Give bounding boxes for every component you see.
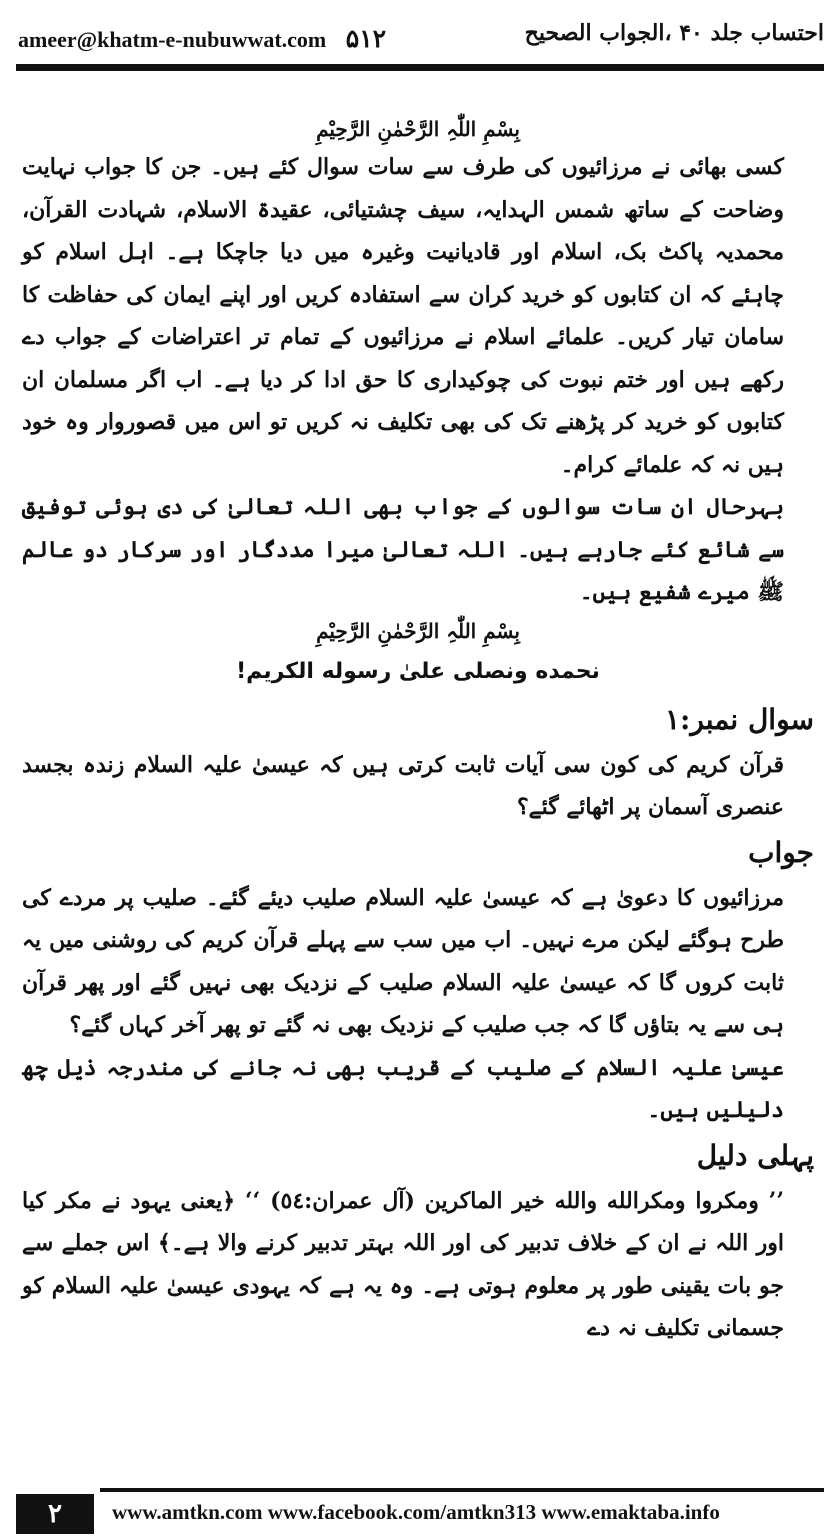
page-header [18, 14, 824, 58]
bismillah-second: بِسْمِ اللّٰہِ الرَّحْمٰنِ الرَّحِیْمِ [316, 618, 520, 643]
answer-paragraph-2: عیسیٰ علیہ السلام کے صلیب کے قریب بھی نہ جانے کی مندرجہ ذیل چھ دلیلیں ہیں۔ [22, 1054, 784, 1123]
question-heading: سوال نمبر:۱ [664, 702, 814, 736]
header-email: ameer@khatm-e-nubuwwat.com [18, 27, 327, 52]
footer-links: www.amtkn.com www.facebook.com/amtkn313 www.emaktaba.info [112, 1500, 720, 1524]
intro-paragraph-1: کسی بھائی نے مرزائیوں کی طرف سے سات سوال کئے ہیں۔ جن کا جواب نہایت وضاحت کے ساتھ شمس الہدایہ، سیف چشتیائی، عقیدۃ الاسلام، شہادت القرآن، محمدیہ پاکٹ بک، اسلام اور قادیانیت وغیرہ میں دیا جاچکا ہے۔ اہل اسلام کو چاہئے کہ ان کتابوں کو خرید کران سے استفادہ کریں اور اپنے ایمان کی حفاظت کا سامان تیار کریں۔ علمائے اسلام نے مرزائیوں کے تمام تر اعتراضات کے جواب دے رکھے ہیں اور ختم نبوت کی چوکیداری کا حق ادا کر دیا ہے۔ اب اگر مسلمان ان کتابوں کو خرید کر پڑھنے تک کی بھی تکلیف نہ کریں تو اس میں قصوروار وہ خود ہیں نہ کہ علمائے کرام۔ [22, 154, 784, 478]
intro-paragraph-2: بہرحال ان سات سوالوں کے جواب بھی اللہ تعالیٰ کی دی ہوئی توفیق سے شائع کئے جارہے ہیں۔ اللہ تعالیٰ میرا مددگار اور سرکار دو عالم ﷺ میرے شفیع ہیں۔ [22, 494, 784, 605]
header-page-number: ۵۱۲ [345, 26, 387, 53]
first-proof-heading: پہلی دلیل [696, 1138, 814, 1172]
page-body [22, 112, 814, 1350]
footer-rule [100, 1488, 824, 1492]
arabic-doxology: نحمده ونصلی علیٰ رسوله الکریم! [236, 658, 600, 684]
footer-page-box: ۲ [16, 1494, 94, 1534]
bismillah-top: بِسْمِ اللّٰہِ الرَّحْمٰنِ الرَّحِیْمِ [316, 117, 520, 141]
answer-paragraph-1: مرزائیوں کا دعویٰ ہے کہ عیسیٰ علیہ السلام صلیب دیئے گئے۔ صلیب پر مردے کی طرح ہوگئے لیکن مرے نہیں۔ اب میں سب سے پہلے قرآن کریم کی روشنی میں یہ ثابت کروں گا کہ عیسیٰ علیہ السلام صلیب کے نزدیک بھی نہیں گئے اور پھر قرآن ہی سے یہ بتاؤں گا کہ جب صلیب کے نزدیک بھی نہ گئے تو پھر آخر کہاں گئے؟ [22, 884, 784, 1038]
header-left [18, 24, 386, 54]
header-rule [16, 64, 824, 71]
first-proof-text: ’’ ومکروا ومکرالله والله خیر الماکرین (آل عمران:٥٤) ‘‘ ﴿یعنی یہود نے مکر کیا اور اللہ نے ان کے خلاف تدبیر کی اور اللہ بہتر تدبیر کرنے والا ہے۔﴾ اس جملے سے جو بات یقینی طور پر معلوم ہوتی ہے۔ وہ یہ ہے کہ یہودی عیسیٰ علیہ السلام کو جسمانی تکلیف نہ دے [22, 1187, 784, 1341]
question-text: قرآن کریم کی کون سی آیات ثابت کرتی ہیں کہ عیسیٰ علیہ السلام زندہ بجسد عنصری آسمان پر اٹھائے گئے؟ [22, 751, 784, 820]
header-book-title: احتساب جلد ۴۰ ،الجواب الصحیح [524, 20, 824, 46]
answer-heading: جواب [748, 835, 814, 869]
page-footer [16, 1494, 824, 1534]
